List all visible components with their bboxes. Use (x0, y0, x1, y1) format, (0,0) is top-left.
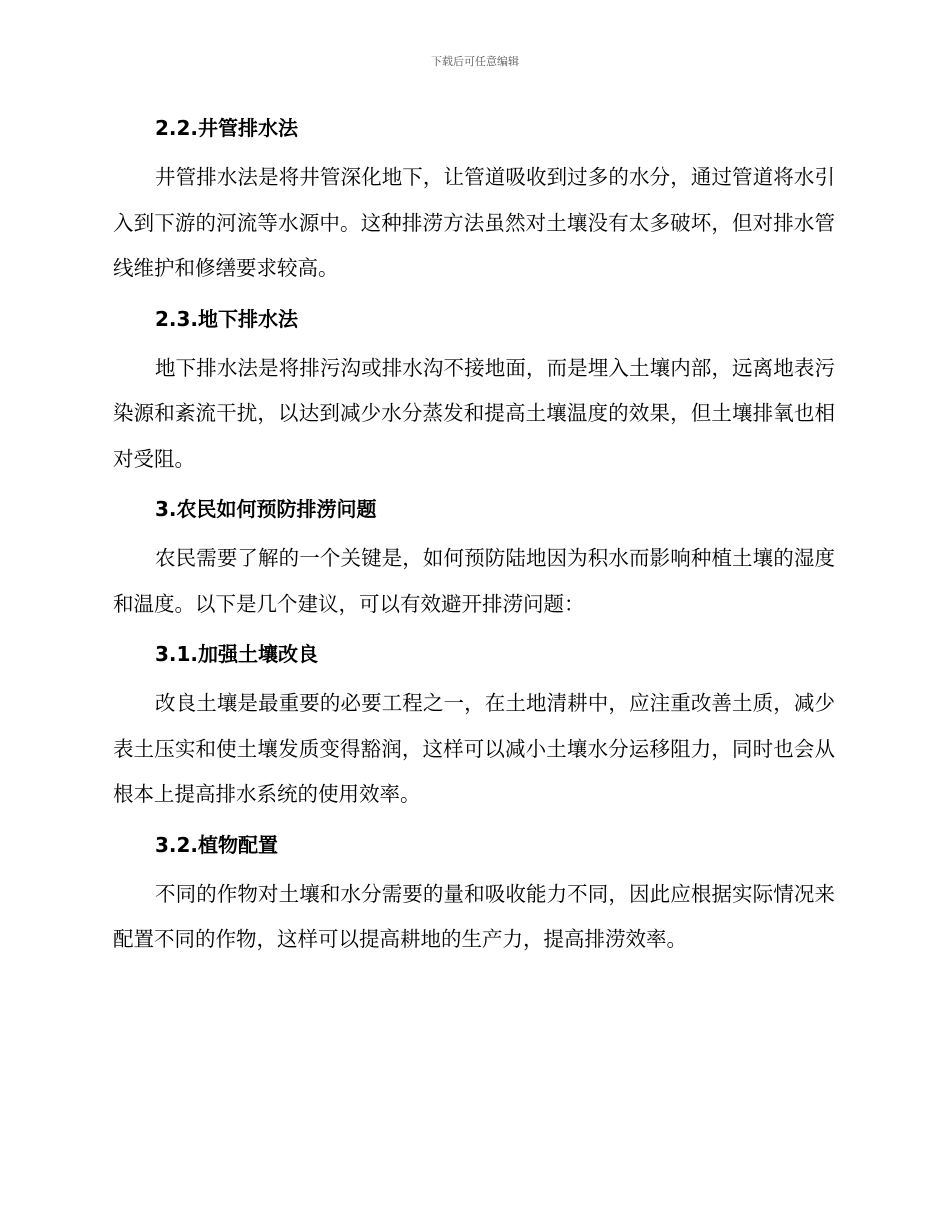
page-header: 下载后可任意编辑 (431, 55, 519, 68)
section-heading-3-2: 3.2.植物配置 (155, 832, 279, 857)
section-heading-2-2: 2.2.井管排水法 (155, 116, 299, 140)
section-paragraph-3-2: 不同的作物对土壤和水分需要的量和吸收能力不同，因此应根据实际情况来配置不同的作物，这样可以提高耕地的生产力，提高排涝效率。 (113, 881, 835, 951)
section-paragraph-3-1: 改良土壤是最重要的必要工程之一，在土地清耕中，应注重改善土质，减少表土压实和使土壤发质变得豁润，这样可以减小土壤水分运移阻力，同时也会从根本上提高排水系统的使用效率。 (113, 691, 835, 806)
section-heading-2-3: 2.3.地下排水法 (155, 306, 299, 331)
section-paragraph-2-2: 井管排水法是将井管深化地下，让管道吸收到过多的水分，通过管道将水引入到下游的河流等水源中。这种排涝方法虽然对土壤没有太多破坏，但对排水管线维护和修缮要求较高。 (113, 165, 835, 280)
section-paragraph-3: 农民需要了解的一个关键是，如何预防陆地因为积水而影响种植土壤的湿度和温度。以下是几个建议，可以有效避开排涝问题： (113, 546, 835, 616)
section-heading-3: 3.农民如何预防排涝问题 (155, 497, 377, 521)
document-body (113, 113, 835, 963)
section-heading-3-1: 3.1.加强土壤改良 (155, 642, 319, 666)
section-paragraph-2-3: 地下排水法是将排污沟或排水沟不接地面，而是埋入土壤内部，远离地表污染源和紊流干扰，以达到减少水分蒸发和提高土壤温度的效果，但土壤排氧也相对受阻。 (113, 355, 835, 471)
